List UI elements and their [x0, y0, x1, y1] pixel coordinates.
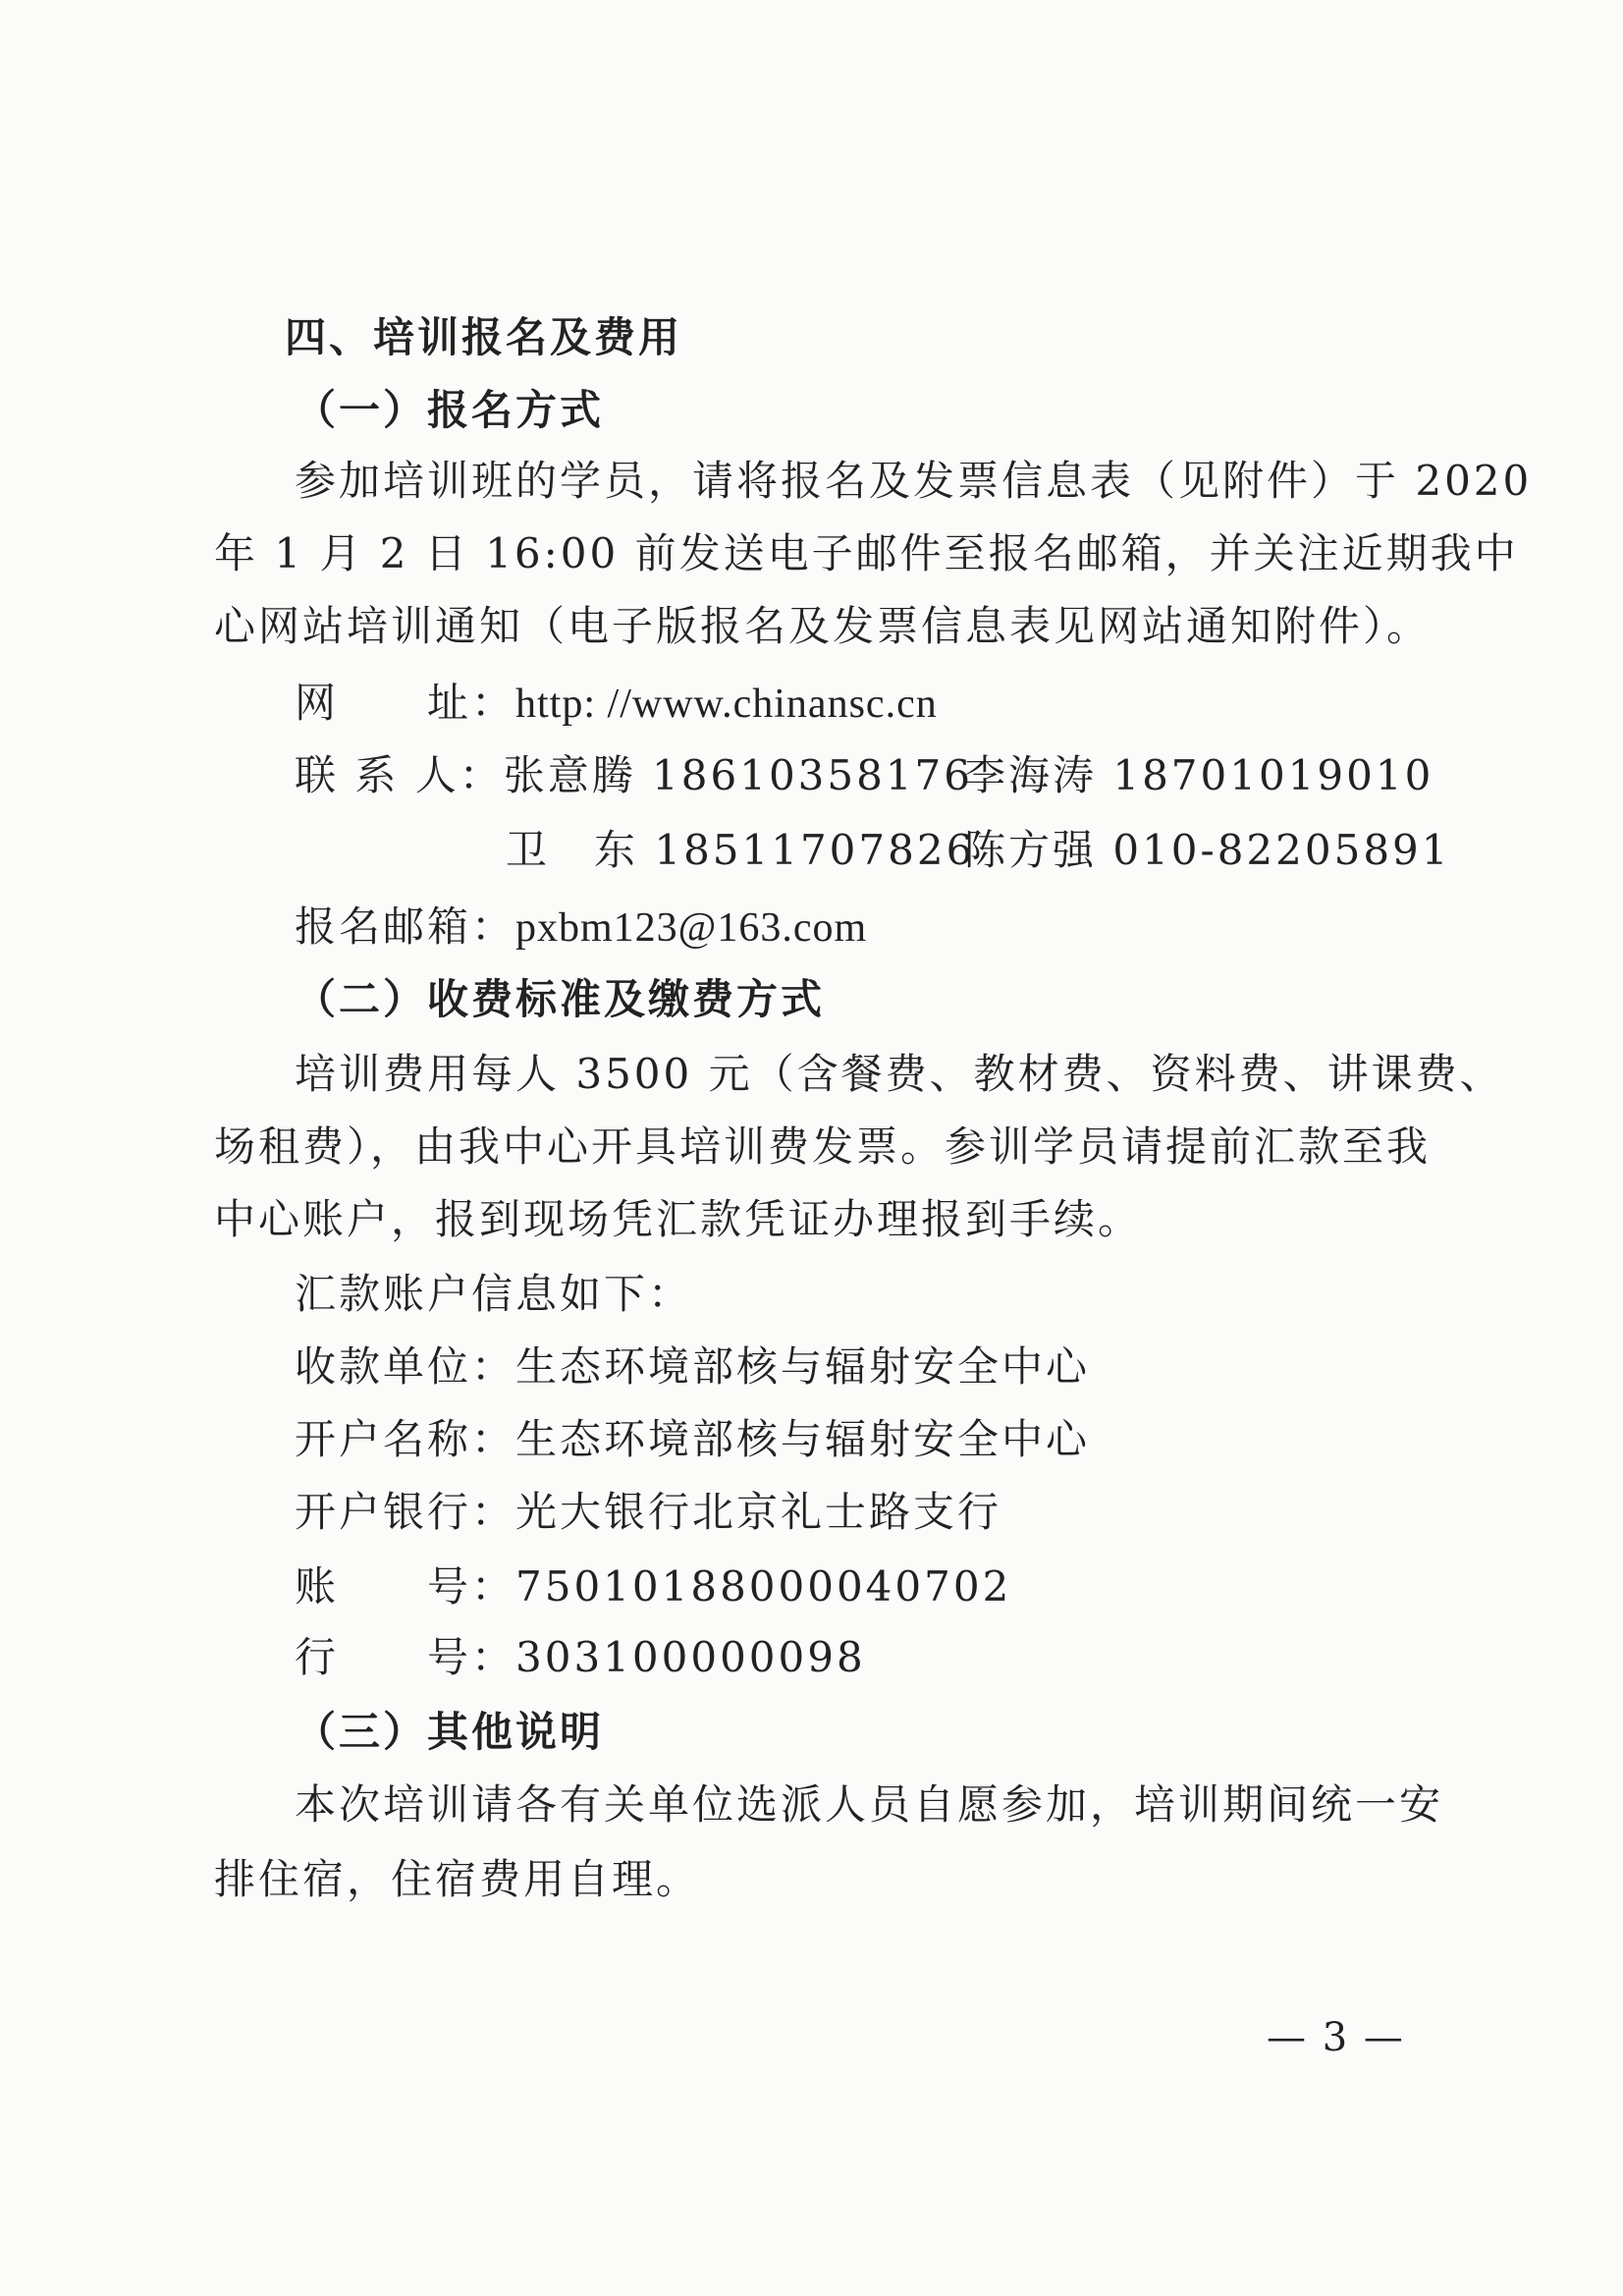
other-para-line-1: 本次培训请各有关单位选派人员自愿参加，培训期间统一安 — [295, 1780, 1444, 1829]
payee-label: 收款单位： — [295, 1342, 516, 1391]
account-intro: 汇款账户信息如下： — [295, 1270, 693, 1318]
email-row — [295, 902, 867, 954]
contact-label: 联 系 人： — [295, 751, 504, 799]
registration-para-line-2: 年 1 月 2 日 16:00 前发送电子邮件至报名邮箱，并关注近期我中 — [214, 529, 1519, 577]
account-number-label: 账 号： — [295, 1562, 516, 1611]
contact-2: 李海涛 18701019010 — [964, 751, 1434, 799]
contact-row-1 — [295, 750, 973, 801]
website-label: 网 址： — [295, 679, 516, 727]
account-name-value: 生态环境部核与辐射安全中心 — [515, 1415, 1091, 1463]
bank-value: 光大银行北京礼士路支行 — [515, 1488, 1002, 1536]
contact-4: 陈方强 010-82205891 — [964, 826, 1451, 874]
fees-para-line-1: 培训费用每人 3500 元（含餐费、教材费、资料费、讲课费、 — [295, 1050, 1504, 1098]
account-number-value: 75010188000040702 — [515, 1562, 1012, 1611]
registration-heading: （一）报名方式 — [295, 386, 605, 434]
page-number: — 3 — — [1267, 2015, 1405, 2060]
account-name-label: 开户名称： — [295, 1415, 516, 1463]
registration-para-line-1: 参加培训班的学员，请将报名及发票信息表（见附件）于 2020 — [295, 457, 1533, 505]
payee-value: 生态环境部核与辐射安全中心 — [515, 1342, 1091, 1391]
website-row — [295, 678, 938, 730]
contact-1: 张意腾 18610358176 — [503, 751, 973, 799]
payee-row — [295, 1341, 1090, 1393]
section-heading: 四、培训报名及费用 — [285, 313, 683, 361]
account-number-row — [295, 1561, 1011, 1613]
bank-number-label: 行 号： — [295, 1633, 516, 1681]
website-value: http: //www.chinansc.cn — [515, 682, 938, 727]
account-name-row — [295, 1414, 1090, 1465]
bank-label: 开户银行： — [295, 1488, 516, 1536]
fees-para-line-2: 场租费），由我中心开具培训费发票。参训学员请提前汇款至我 — [214, 1122, 1432, 1171]
bank-number-value: 303100000098 — [515, 1633, 866, 1681]
contact-3: 卫 东 18511707826 — [506, 826, 976, 874]
bank-row — [295, 1487, 1001, 1538]
bank-number-row — [295, 1632, 866, 1683]
registration-para-line-3: 心网站培训通知（电子版报名及发票信息表见网站通知附件）。 — [214, 602, 1432, 650]
other-heading: （三）其他说明 — [295, 1708, 605, 1756]
other-para-line-2: 排住宿，住宿费用自理。 — [214, 1855, 701, 1903]
email-label: 报名邮箱： — [295, 902, 516, 951]
fees-para-line-3: 中心账户，报到现场凭汇款凭证办理报到手续。 — [214, 1195, 1143, 1243]
fees-heading: （二）收费标准及缴费方式 — [295, 975, 826, 1023]
email-value: pxbm123@163.com — [515, 905, 868, 951]
